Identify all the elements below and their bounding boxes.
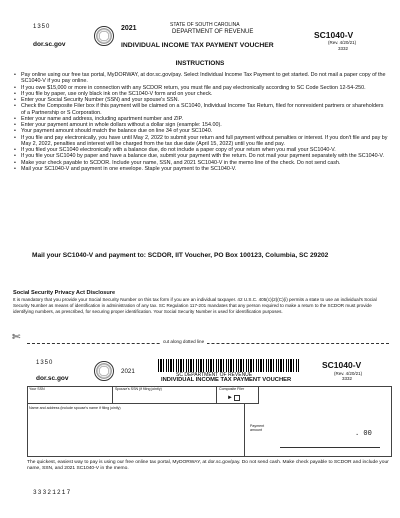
scissors-icon: ✄ xyxy=(12,332,21,343)
cut-line-label: cut along dotted line xyxy=(160,339,207,344)
composite-arrow-icon: ► xyxy=(227,395,233,401)
instruction-item: • If you file and pay electronically, you have until May 2, 2022 to submit your return and full payment without penalties or interest. If you don't file and pay by May 2, 2022, penalties and interest will be charged from the tax due date (April 15, 2022) until you file and pay. xyxy=(14,135,388,148)
website[interactable]: dor.sc.gov xyxy=(33,41,66,48)
instruction-item: • Check the Composite Filer box if this payment will be claimed on a SC1040, Individual Income Tax Return, filed for nonresident partners or shareholders of a Partnership or S Corporation. xyxy=(14,103,388,116)
instruction-item: • Enter your name and address, including apartment number and ZIP. xyxy=(14,116,388,122)
composite-checkbox[interactable] xyxy=(234,395,240,401)
instructions-heading: INSTRUCTIONS xyxy=(175,60,225,67)
voucher-barcode xyxy=(158,359,300,372)
instruction-item: • Make your check payable to SCDOR. Include your name, SSN, and 2021 SC1040-V in the memo line of the check. Do not send cash. xyxy=(14,160,388,166)
form-code: 1350 xyxy=(33,24,51,30)
instruction-item: • Enter your payment amount in whole dollars without a dollar sign (example: 154.00). xyxy=(14,122,388,128)
voucher-form-number: 3332 xyxy=(342,376,353,381)
form-number: 3332 xyxy=(338,46,349,51)
footer-text: The quickest, easiest way to pay is using our free online tax portal, MyDORWAY, at dor.sc.gov/pay. Do not send cash. Make check payable to SCDOR and include your name, SSN, and 2021 SC1040-V in the memo. xyxy=(27,460,389,471)
voucher-title: INDIVIDUAL INCOME TAX PAYMENT VOUCHER xyxy=(161,377,292,383)
voucher-form-code: 1350 xyxy=(36,360,54,366)
composite-label: Composite Filer xyxy=(219,387,245,391)
instruction-item: • If you file by paper, use only black ink on the SC1040-V form and on your check. xyxy=(14,91,388,97)
form-rev: (Rev. 4/20/21) xyxy=(328,40,357,45)
spouse-ssn-label: Spouse's SSN (if filing jointly) xyxy=(115,387,162,391)
voucher-website[interactable]: dor.sc.gov xyxy=(36,375,69,382)
payment-cents: . 00 xyxy=(355,430,372,438)
instruction-item: • Your payment amount should match the balance due on line 34 of your SC1040. xyxy=(14,128,388,134)
instructions-list xyxy=(14,72,388,172)
agency-line-2: DEPARTMENT OF REVENUE xyxy=(172,29,254,35)
privacy-text: It is mandatory that you provide your Social Security Number on this tax form if you are an individual taxpayer. 42 U.S.C. 405(c)(2)(C)(i) permits a state to use an individual's Social Security Number as means of identification in administration of any tax. SC Regulation 117-201 mandates that any person required to make a return to the SCDOR must provide identifying numbers, as prescribed, for securing proper identification. Your Social Security Number is used for identification purposes. xyxy=(13,297,377,314)
voucher-rev: (Rev. 4/20/21) xyxy=(334,371,363,376)
payment-amount-input[interactable] xyxy=(280,439,380,448)
privacy-heading: Social Security Privacy Act Disclosure xyxy=(13,290,116,296)
form-title: INDIVIDUAL INCOME TAX PAYMENT VOUCHER xyxy=(121,42,274,49)
payment-label: Payment amount xyxy=(250,424,265,432)
agency-line-1: STATE OF SOUTH CAROLINA xyxy=(170,22,240,28)
voucher-form-id: SC1040-V xyxy=(322,360,362,370)
voucher-year: 2021 xyxy=(121,368,135,375)
instruction-item: • If you owe $15,000 or more in connection with any SCDOR return, you must file and pay electronically according to SC Code Section 12-54-250. xyxy=(14,85,388,91)
name-address-field[interactable] xyxy=(28,410,244,456)
instruction-item: • If you file your SC1040 by paper and have a balance due, submit your payment with the return. Do not mail your payment separately with the SC1040-V. xyxy=(14,153,388,159)
instruction-item: • Pay online using our free tax portal, MyDORWAY, at dor.sc.gov/pay. Select Individual Income Tax Payment to get started. Do not mail a paper copy of the SC1040-V if you pay online. xyxy=(14,72,388,85)
voucher-agency: SC DEPARTMENT OF REVENUE xyxy=(176,372,253,378)
instruction-item: • Mail your SC1040-V and payment in one envelope. Staple your payment to the SC1040-V. xyxy=(14,166,388,172)
form-id: SC1040-V xyxy=(314,30,354,40)
instruction-item: • Enter your Social Security Number (SSN) and your spouse's SSN. xyxy=(14,97,388,103)
voucher-seal-icon xyxy=(94,361,114,381)
bottom-code: 33321217 xyxy=(33,489,72,496)
cut-line xyxy=(27,343,389,344)
mail-instructions: Mail your SC1040-V and payment to: SCDOR, IIT Voucher, PO Box 100123, Columbia, SC 29202 xyxy=(32,252,329,259)
tax-year: 2021 xyxy=(121,25,137,32)
state-seal-icon xyxy=(94,26,114,46)
instruction-item: • If you filed your SC1040 electronically with a balance due, do not include a paper copy of your return when you mail your SC1040-V. xyxy=(14,147,388,153)
name-address-label: Name and address (include spouse's name if filing jointly) xyxy=(29,406,121,410)
your-ssn-label: Your SSN xyxy=(29,387,45,391)
